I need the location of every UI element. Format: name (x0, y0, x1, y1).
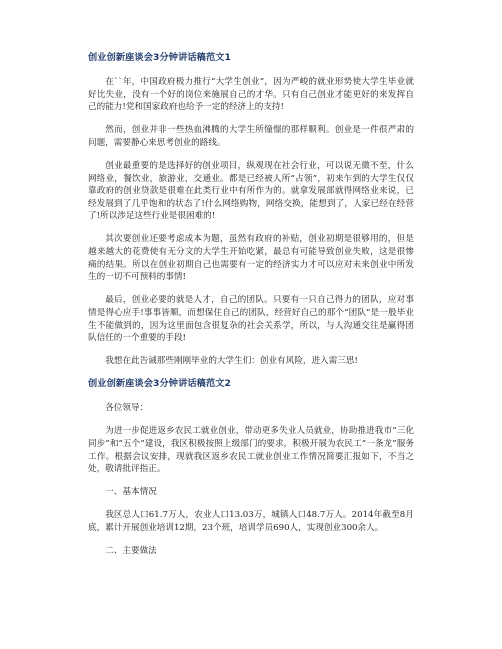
paragraph-intro: 在``年，中国政府极力推行“大学生创业”，因为严峻的就业形势使大学生毕业就好比失业，没有一个好的岗位来施展自己的才华。只有自己创业才能更好的来发挥自己的能力!党和国家政府也给予一定的经济上的支持! (88, 77, 414, 113)
section-heading-methods: 二、主要做法 (105, 546, 157, 557)
salutation: 各位领导： (105, 403, 149, 414)
paragraph-however: 然而，创业并非一些热血沸腾的大学生所憧憬的那样顺利。创业是一件很严肃的问题，需要静心来思考创业的路线。 (88, 125, 414, 148)
paragraph-project: 创业最重要的是选择好的创业项目，纵观现在社会行业，可以说无微不至，什么网络业，餐饮业，旅游业，交通业。都是已经被人所“占领”，初来乍到的大学生仅仅靠政府的创业贷款是很难在此类行业中有所作为的。就拿发展部就得网络业来说，已经发展到了几乎饱和的状态了!什么网络购物，网络交换，能想到了，人家已经在经营了!所以涉足这些行业是很困难的! (88, 160, 414, 222)
document-page (88, 52, 414, 568)
document-title-2: 创业创新座谈会3分钟讲话稿范文2 (88, 378, 232, 390)
document-title-1: 创业创新座谈会3分钟讲话稿范文1 (88, 52, 232, 63)
section-heading-basic: 一、基本情况 (105, 487, 157, 498)
paragraph-advice: 我想在此告诫那些刚刚毕业的大学生们：创业有风险，进入需三思! (105, 356, 358, 367)
paragraph-purpose: 为进一步促进返乡农民工就业创业，带动更多失业人员就业，协助推进我市“三化同步”和“五个”建设，我区积极按照上级部门的要求，积极开展为农民工“一条龙”服务工作。根据会议安排，现就我区返乡农民工就业创业工作情况简要汇报如下，不当之处，敬请批评指正。 (88, 426, 414, 475)
paragraph-team: 最后，创业必要的就是人才，自己的团队。只要有一只自己得力的团队，应对事情是得心应手!事事皆顺，而想保住自己的团队，经营好自己的那个“团队”是一般毕业生不能做到的，因为这里面包含很复杂的社会关系学，所以，与人沟通交往是赢得团队信任的一个重要的手段! (88, 295, 414, 344)
paragraph-cost: 其次要创业还要考虑成本为题，虽然有政府的补贴，创业初期是很够用的，但是越来越大的花费使有无分文的大学生开始吃紧，最总有可能导致创业失败，这是很惨痛的结果。所以在创业初期自己也需要有一定的经济实力才可以应对未来创业中所发生的一切不可预料的事情! (88, 234, 414, 283)
paragraph-basic-info: 我区总人口61.7万人，农业人口13.03万，城镇人口48.7万人。2014年截至8月底，累计开展创业培训12期，23个班，培训学员690人，实现创业300余人。 (88, 510, 414, 533)
